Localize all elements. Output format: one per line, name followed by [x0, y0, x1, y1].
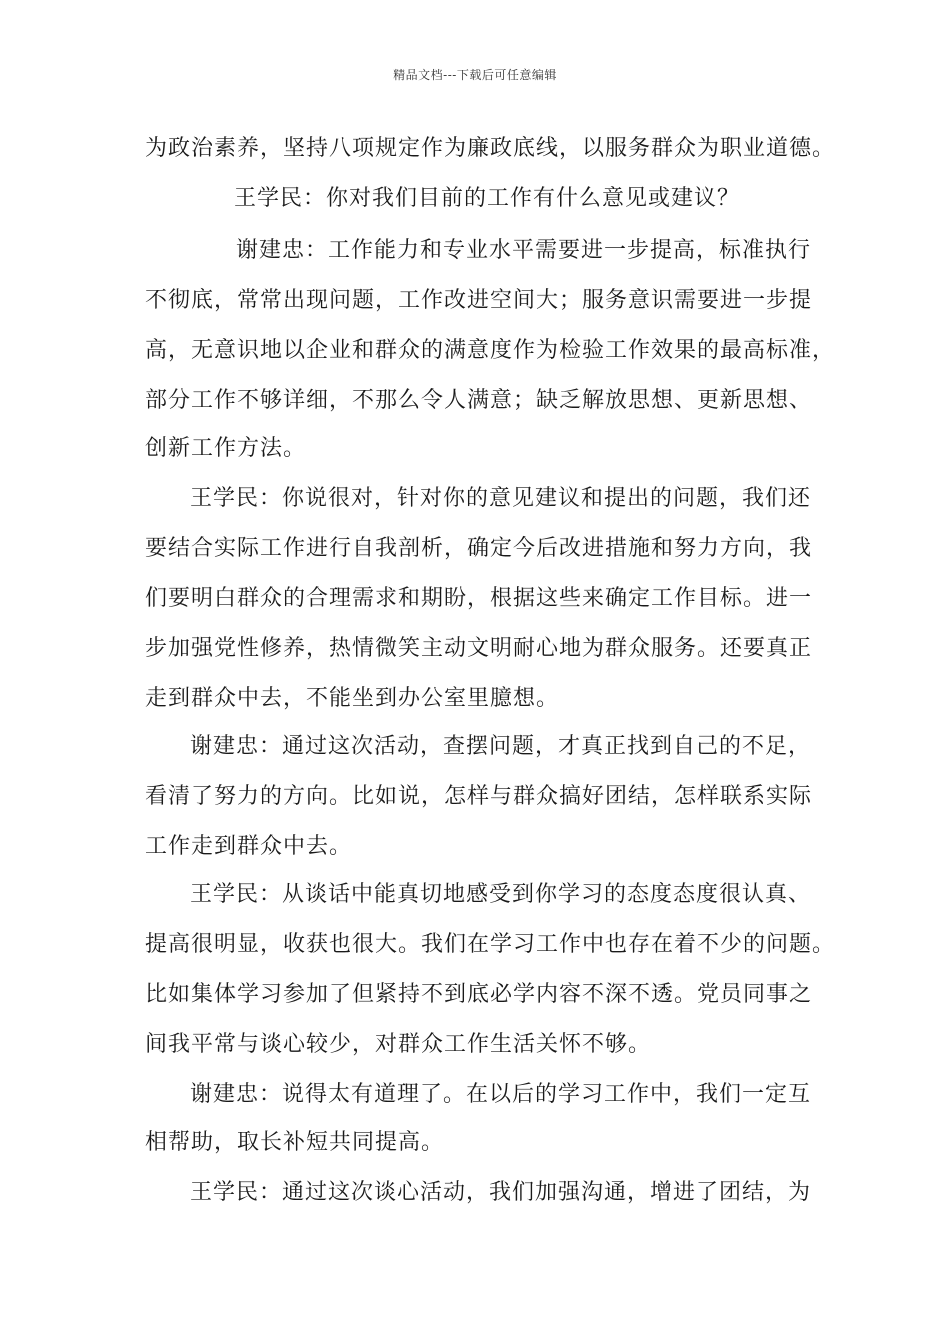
text-line: 提高很明显，收获也很大。我们在学习工作中也存在着不少的问题。 — [145, 932, 836, 957]
text-line: 们要明白群众的合理需求和期盼，根据这些来确定工作目标。进一 — [145, 586, 813, 611]
text-line: 王学民：从谈话中能真切地感受到你学习的态度态度很认真、 — [190, 882, 812, 907]
document-body — [0, 128, 950, 1344]
text-line: 王学民：你对我们目前的工作有什么意见或建议？ — [234, 186, 741, 211]
text-line: 谢建忠：通过这次活动，查摆问题，才真正找到自己的不足， — [190, 734, 812, 759]
text-line: 王学民：通过这次谈心活动，我们加强沟通，增进了团结，为 — [190, 1180, 812, 1205]
text-line: 比如集体学习参加了但紧持不到底必学内容不深不透。党员同事之 — [145, 982, 813, 1007]
text-line: 工作走到群众中去。 — [145, 834, 353, 859]
text-line: 为政治素养，坚持八项规定作为廉政底线，以服务群众为职业道德。 — [145, 136, 836, 161]
text-line: 不彻底，常常出现问题，工作改进空间大；服务意识需要进一步提 — [145, 288, 813, 313]
text-line: 谢建忠：工作能力和专业水平需要进一步提高，标准执行 — [236, 238, 812, 263]
text-line: 谢建忠：说得太有道理了。在以后的学习工作中，我们一定互 — [190, 1082, 812, 1107]
text-line: 部分工作不够详细，不那么令人满意；缺乏解放思想、更新思想、 — [145, 388, 813, 413]
text-line: 走到群众中去，不能坐到办公室里臆想。 — [145, 686, 560, 711]
text-line: 步加强党性修养，热情微笑主动文明耐心地为群众服务。还要真正 — [145, 636, 813, 661]
text-line: 王学民：你说很对，针对你的意见建议和提出的问题，我们还 — [190, 486, 812, 511]
text-line: 看清了努力的方向。比如说，怎样与群众搞好团结，怎样联系实际 — [145, 784, 813, 809]
text-line: 相帮助，取长补短共同提高。 — [145, 1130, 445, 1155]
page-header: 精品文档---下载后可任意编辑 — [393, 68, 557, 82]
text-line: 高，无意识地以企业和群众的满意度作为检验工作效果的最高标准， — [145, 338, 836, 363]
text-line: 创新工作方法。 — [145, 436, 307, 461]
text-line: 间我平常与谈心较少，对群众工作生活关怀不够。 — [145, 1032, 652, 1057]
text-line: 要结合实际工作进行自我剖析，确定今后改进措施和努力方向，我 — [145, 536, 813, 561]
